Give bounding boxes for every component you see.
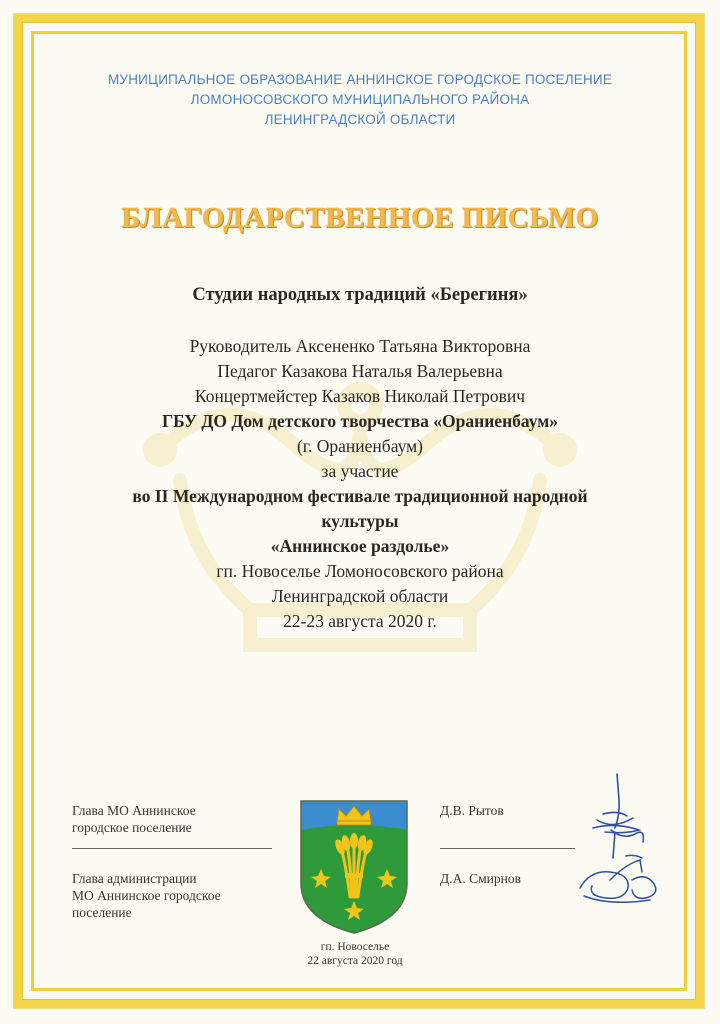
position-line: МО Аннинское городское: [72, 888, 221, 903]
issuer-line-1: МУНИЦИПАЛЬНОЕ ОБРАЗОВАНИЕ АННИНСКОЕ ГОРОДСКОЕ ПОСЕЛЕНИЕ: [107, 72, 613, 87]
festival-name: «Аннинское раздолье»: [270, 536, 450, 556]
body-line: (г. Ораниенбаум): [296, 436, 423, 456]
signatory-2-position: [72, 870, 282, 921]
signatory-2-name: Д.А. Смирнов: [440, 871, 521, 886]
issuer-block: [40, 70, 680, 130]
body-line: гп. Новоселье Ломоносовского района: [216, 561, 504, 581]
issuer-line-3: ЛЕНИНГРАДСКОЙ ОБЛАСТИ: [264, 112, 456, 127]
festival-line: во II Международном фестивале традиционной народной: [132, 486, 588, 506]
place-line: гп. Новоселье: [320, 941, 390, 953]
name-line-1: [440, 848, 575, 849]
date-line: 22-23 августа 2020 г.: [283, 611, 437, 631]
position-line: Глава администрации: [72, 871, 197, 886]
festival-line: культуры: [321, 511, 399, 531]
position-line: городское поселение: [72, 820, 192, 835]
body-line: Ленинградской области: [271, 586, 449, 606]
signature-smirnov: [570, 850, 670, 910]
issuer-line-2: ЛОМОНОСОВСКОГО МУНИЦИПАЛЬНОГО РАЙОНА: [190, 92, 530, 107]
coat-of-arms-icon: [295, 797, 413, 937]
body-line: Концертмейстер Казаков Николай Петрович: [194, 386, 526, 406]
body-line: Педагог Казакова Наталья Валерьевна: [217, 361, 503, 381]
body-line: за участие: [321, 461, 399, 481]
position-line: Глава МО Аннинское: [72, 803, 196, 818]
position-line: поселение: [72, 905, 132, 920]
signatory-1-position: [72, 802, 272, 836]
signatory-1-name: Д.В. Рытов: [440, 803, 504, 818]
letter-body: [60, 283, 660, 634]
document-title: БЛАГОДАРСТВЕННОЕ ПИСЬМО: [121, 202, 599, 234]
organization-line: ГБУ ДО Дом детского творчества «Ораниенбаум»: [162, 411, 558, 431]
signature-line-1: [72, 848, 272, 849]
recipient: Студии народных традиций «Берегиня»: [192, 285, 528, 305]
place-date-line: 22 августа 2020 год: [307, 955, 403, 967]
place-and-date: [280, 940, 430, 968]
body-line: Руководитель Аксененко Татьяна Викторовна: [189, 336, 531, 356]
